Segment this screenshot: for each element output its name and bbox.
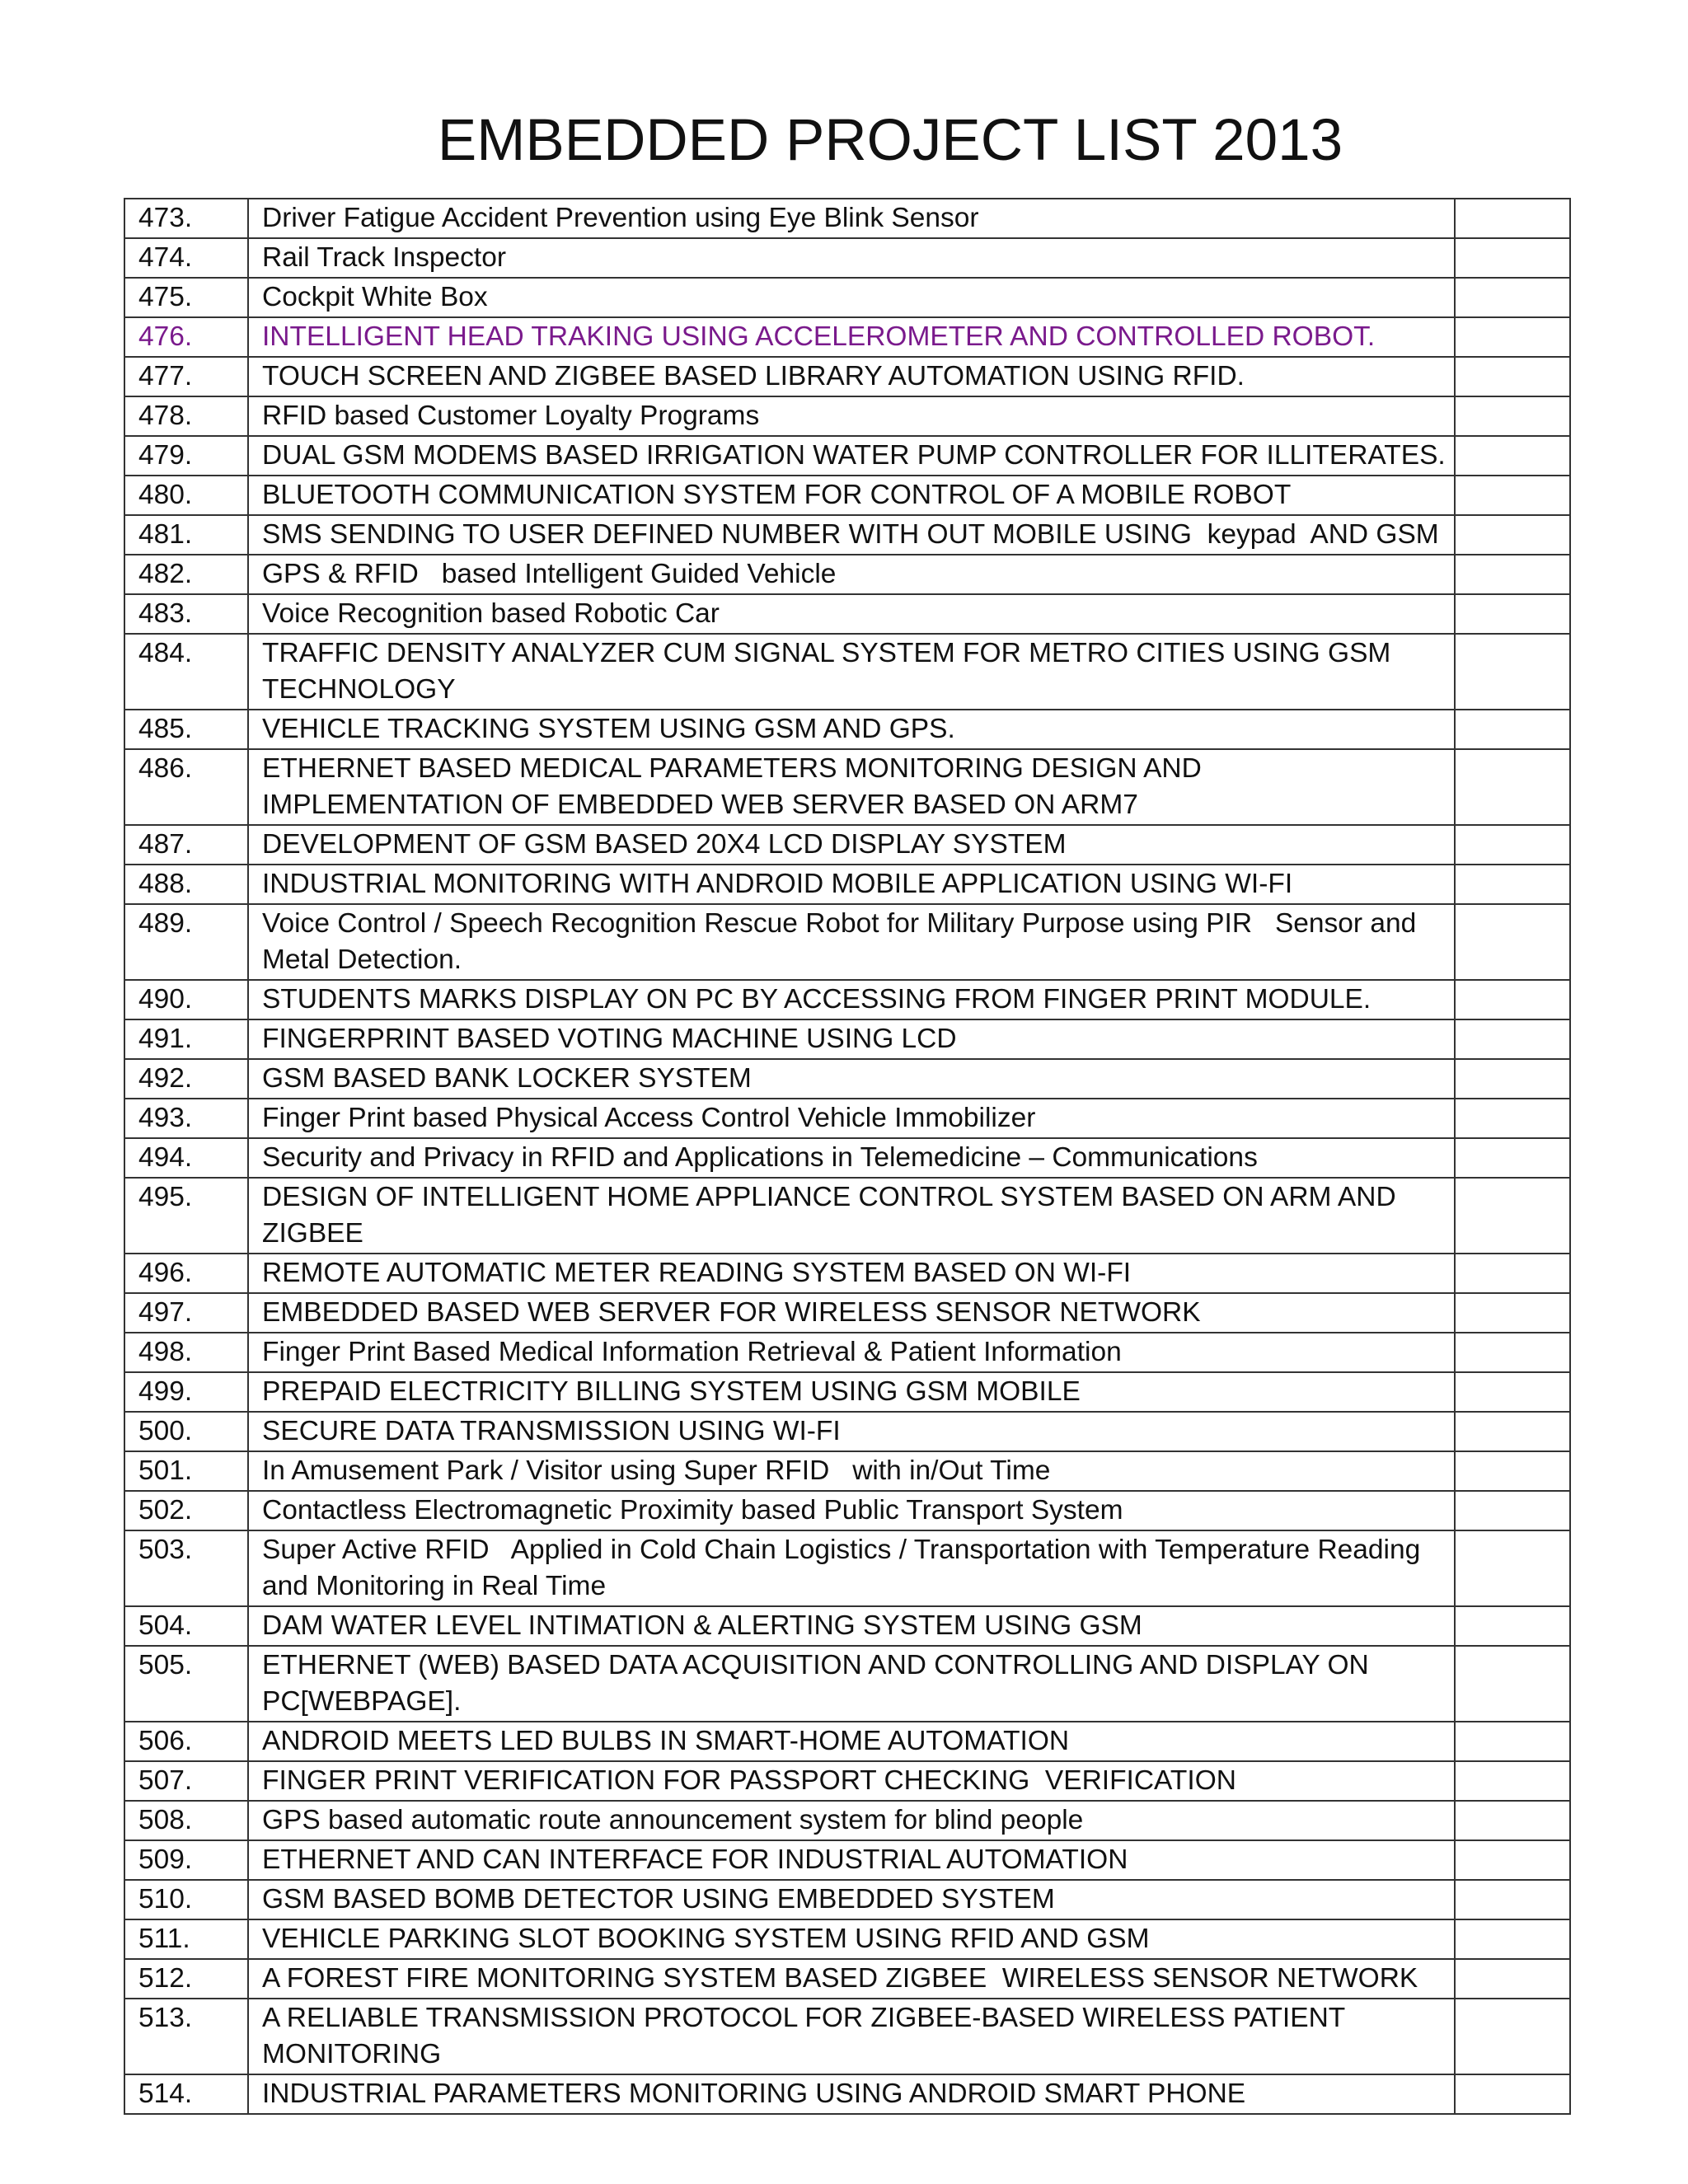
project-title: BLUETOOTH COMMUNICATION SYSTEM FOR CONTROL OF A MOBILE ROBOT bbox=[248, 476, 1455, 515]
table-row bbox=[124, 749, 1570, 825]
empty-cell bbox=[1455, 980, 1570, 1019]
empty-cell bbox=[1455, 2074, 1570, 2114]
project-title: FINGER PRINT VERIFICATION FOR PASSPORT CHECKING VERIFICATION bbox=[248, 1761, 1455, 1801]
table-row bbox=[124, 865, 1570, 904]
table-row bbox=[124, 278, 1570, 317]
project-number: 514. bbox=[124, 2074, 248, 2114]
project-number: 500. bbox=[124, 1412, 248, 1451]
project-title: GSM BASED BOMB DETECTOR USING EMBEDDED SYSTEM bbox=[248, 1880, 1455, 1919]
project-title: Finger Print based Physical Access Control Vehicle Immobilizer bbox=[248, 1099, 1455, 1138]
project-title: EMBEDDED BASED WEB SERVER FOR WIRELESS SENSOR NETWORK bbox=[248, 1293, 1455, 1333]
table-row bbox=[124, 1606, 1570, 1646]
project-number: 513. bbox=[124, 1999, 248, 2074]
project-number: 494. bbox=[124, 1138, 248, 1178]
empty-cell bbox=[1455, 317, 1570, 357]
empty-cell bbox=[1455, 1372, 1570, 1412]
empty-cell bbox=[1455, 749, 1570, 825]
project-title: PREPAID ELECTRICITY BILLING SYSTEM USING GSM MOBILE bbox=[248, 1372, 1455, 1412]
project-title: Finger Print Based Medical Information Retrieval & Patient Information bbox=[248, 1333, 1455, 1372]
table-row bbox=[124, 555, 1570, 594]
empty-cell bbox=[1455, 555, 1570, 594]
empty-cell bbox=[1455, 1646, 1570, 1722]
project-number: 512. bbox=[124, 1959, 248, 1999]
empty-cell bbox=[1455, 1722, 1570, 1761]
project-title: Super Active RFID Applied in Cold Chain Logistics / Transportation with Temperature Reading and Monitoring in Real Time bbox=[248, 1530, 1455, 1606]
project-title: REMOTE AUTOMATIC METER READING SYSTEM BASED ON WI-FI bbox=[248, 1254, 1455, 1293]
project-table bbox=[124, 198, 1571, 2115]
project-title: Contactless Electromagnetic Proximity based Public Transport System bbox=[248, 1491, 1455, 1530]
project-number: 476. bbox=[124, 317, 248, 357]
table-row bbox=[124, 396, 1570, 436]
empty-cell bbox=[1455, 1880, 1570, 1919]
table-row bbox=[124, 1646, 1570, 1722]
empty-cell bbox=[1455, 1059, 1570, 1099]
project-title: SECURE DATA TRANSMISSION USING WI-FI bbox=[248, 1412, 1455, 1451]
table-row bbox=[124, 317, 1570, 357]
project-title: DUAL GSM MODEMS BASED IRRIGATION WATER PUMP CONTROLLER FOR ILLITERATES. bbox=[248, 436, 1455, 476]
table-row bbox=[124, 1999, 1570, 2074]
project-number: 504. bbox=[124, 1606, 248, 1646]
project-number: 499. bbox=[124, 1372, 248, 1412]
empty-cell bbox=[1455, 515, 1570, 555]
project-title: FINGERPRINT BASED VOTING MACHINE USING LCD bbox=[248, 1019, 1455, 1059]
empty-cell bbox=[1455, 357, 1570, 396]
empty-cell bbox=[1455, 396, 1570, 436]
project-number: 493. bbox=[124, 1099, 248, 1138]
table-row bbox=[124, 1138, 1570, 1178]
project-number: 479. bbox=[124, 436, 248, 476]
project-title: ANDROID MEETS LED BULBS IN SMART-HOME AUTOMATION bbox=[248, 1722, 1455, 1761]
project-number: 481. bbox=[124, 515, 248, 555]
empty-cell bbox=[1455, 904, 1570, 980]
project-title: Security and Privacy in RFID and Applications in Telemedicine – Communications bbox=[248, 1138, 1455, 1178]
project-number: 475. bbox=[124, 278, 248, 317]
project-title: Rail Track Inspector bbox=[248, 238, 1455, 278]
project-number: 509. bbox=[124, 1840, 248, 1880]
table-row bbox=[124, 1959, 1570, 1999]
empty-cell bbox=[1455, 1138, 1570, 1178]
project-number: 501. bbox=[124, 1451, 248, 1491]
project-number: 498. bbox=[124, 1333, 248, 1372]
project-number: 495. bbox=[124, 1178, 248, 1254]
empty-cell bbox=[1455, 1999, 1570, 2074]
empty-cell bbox=[1455, 710, 1570, 749]
empty-cell bbox=[1455, 825, 1570, 865]
project-title: Voice Control / Speech Recognition Rescue Robot for Military Purpose using PIR Sensor and Metal Detection. bbox=[248, 904, 1455, 980]
project-number: 510. bbox=[124, 1880, 248, 1919]
empty-cell bbox=[1455, 865, 1570, 904]
project-number: 490. bbox=[124, 980, 248, 1019]
project-number: 487. bbox=[124, 825, 248, 865]
project-number: 492. bbox=[124, 1059, 248, 1099]
table-row bbox=[124, 1333, 1570, 1372]
table-row bbox=[124, 357, 1570, 396]
project-title: GPS based automatic route announcement system for blind people bbox=[248, 1801, 1455, 1840]
empty-cell bbox=[1455, 1801, 1570, 1840]
project-title: INTELLIGENT HEAD TRAKING USING ACCELEROMETER AND CONTROLLED ROBOT. bbox=[248, 317, 1455, 357]
table-row bbox=[124, 436, 1570, 476]
project-number: 485. bbox=[124, 710, 248, 749]
table-row bbox=[124, 476, 1570, 515]
table-row bbox=[124, 1099, 1570, 1138]
project-title: RFID based Customer Loyalty Programs bbox=[248, 396, 1455, 436]
table-row bbox=[124, 199, 1570, 238]
table-row bbox=[124, 1761, 1570, 1801]
project-title: TOUCH SCREEN AND ZIGBEE BASED LIBRARY AUTOMATION USING RFID. bbox=[248, 357, 1455, 396]
empty-cell bbox=[1455, 1840, 1570, 1880]
table-row bbox=[124, 2074, 1570, 2114]
project-number: 507. bbox=[124, 1761, 248, 1801]
empty-cell bbox=[1455, 634, 1570, 710]
table-row bbox=[124, 238, 1570, 278]
project-title: INDUSTRIAL MONITORING WITH ANDROID MOBILE APPLICATION USING WI-FI bbox=[248, 865, 1455, 904]
project-number: 503. bbox=[124, 1530, 248, 1606]
project-number: 474. bbox=[124, 238, 248, 278]
project-title: DEVELOPMENT OF GSM BASED 20X4 LCD DISPLAY SYSTEM bbox=[248, 825, 1455, 865]
project-number: 505. bbox=[124, 1646, 248, 1722]
project-number: 488. bbox=[124, 865, 248, 904]
project-number: 478. bbox=[124, 396, 248, 436]
empty-cell bbox=[1455, 1333, 1570, 1372]
table-row bbox=[124, 1880, 1570, 1919]
project-number: 508. bbox=[124, 1801, 248, 1840]
project-title: GSM BASED BANK LOCKER SYSTEM bbox=[248, 1059, 1455, 1099]
project-number: 486. bbox=[124, 749, 248, 825]
table-row bbox=[124, 1722, 1570, 1761]
table-row bbox=[124, 1372, 1570, 1412]
project-title: STUDENTS MARKS DISPLAY ON PC BY ACCESSING FROM FINGER PRINT MODULE. bbox=[248, 980, 1455, 1019]
table-row bbox=[124, 1801, 1570, 1840]
empty-cell bbox=[1455, 1099, 1570, 1138]
project-number: 482. bbox=[124, 555, 248, 594]
project-number: 497. bbox=[124, 1293, 248, 1333]
project-number: 496. bbox=[124, 1254, 248, 1293]
project-title: Voice Recognition based Robotic Car bbox=[248, 594, 1455, 634]
project-title: TRAFFIC DENSITY ANALYZER CUM SIGNAL SYSTEM FOR METRO CITIES USING GSM TECHNOLOGY bbox=[248, 634, 1455, 710]
project-title: DAM WATER LEVEL INTIMATION & ALERTING SYSTEM USING GSM bbox=[248, 1606, 1455, 1646]
empty-cell bbox=[1455, 238, 1570, 278]
table-row bbox=[124, 515, 1570, 555]
empty-cell bbox=[1455, 278, 1570, 317]
project-number: 491. bbox=[124, 1019, 248, 1059]
project-title: VEHICLE PARKING SLOT BOOKING SYSTEM USING RFID AND GSM bbox=[248, 1919, 1455, 1959]
empty-cell bbox=[1455, 1530, 1570, 1606]
empty-cell bbox=[1455, 1491, 1570, 1530]
empty-cell bbox=[1455, 1254, 1570, 1293]
project-title: ETHERNET AND CAN INTERFACE FOR INDUSTRIAL AUTOMATION bbox=[248, 1840, 1455, 1880]
project-title: In Amusement Park / Visitor using Super RFID with in/Out Time bbox=[248, 1451, 1455, 1491]
empty-cell bbox=[1455, 1412, 1570, 1451]
project-number: 484. bbox=[124, 634, 248, 710]
table-row bbox=[124, 1919, 1570, 1959]
project-number: 489. bbox=[124, 904, 248, 980]
project-rows bbox=[124, 199, 1570, 2114]
table-row bbox=[124, 634, 1570, 710]
empty-cell bbox=[1455, 1959, 1570, 1999]
table-row bbox=[124, 1293, 1570, 1333]
table-row bbox=[124, 1412, 1570, 1451]
table-row bbox=[124, 825, 1570, 865]
table-row bbox=[124, 980, 1570, 1019]
table-row bbox=[124, 1254, 1570, 1293]
table-row bbox=[124, 594, 1570, 634]
project-number: 502. bbox=[124, 1491, 248, 1530]
empty-cell bbox=[1455, 1293, 1570, 1333]
page-title: EMBEDDED PROJECT LIST 2013 bbox=[437, 108, 1343, 173]
table-row bbox=[124, 1451, 1570, 1491]
project-title: SMS SENDING TO USER DEFINED NUMBER WITH OUT MOBILE USING keypad AND GSM bbox=[248, 515, 1455, 555]
project-number: 477. bbox=[124, 357, 248, 396]
project-number: 483. bbox=[124, 594, 248, 634]
project-number: 511. bbox=[124, 1919, 248, 1959]
empty-cell bbox=[1455, 476, 1570, 515]
empty-cell bbox=[1455, 199, 1570, 238]
project-title: A RELIABLE TRANSMISSION PROTOCOL FOR ZIGBEE-BASED WIRELESS PATIENT MONITORING bbox=[248, 1999, 1455, 2074]
empty-cell bbox=[1455, 436, 1570, 476]
table-row bbox=[124, 1491, 1570, 1530]
table-row bbox=[124, 710, 1570, 749]
empty-cell bbox=[1455, 1606, 1570, 1646]
empty-cell bbox=[1455, 1019, 1570, 1059]
project-title: GPS & RFID based Intelligent Guided Vehicle bbox=[248, 555, 1455, 594]
project-title: DESIGN OF INTELLIGENT HOME APPLIANCE CONTROL SYSTEM BASED ON ARM AND ZIGBEE bbox=[248, 1178, 1455, 1254]
table-row bbox=[124, 1530, 1570, 1606]
empty-cell bbox=[1455, 1761, 1570, 1801]
empty-cell bbox=[1455, 1451, 1570, 1491]
empty-cell bbox=[1455, 594, 1570, 634]
project-title: VEHICLE TRACKING SYSTEM USING GSM AND GPS. bbox=[248, 710, 1455, 749]
project-title: ETHERNET BASED MEDICAL PARAMETERS MONITORING DESIGN AND IMPLEMENTATION OF EMBEDDED WEB SERVER BASED ON ARM7 bbox=[248, 749, 1455, 825]
empty-cell bbox=[1455, 1178, 1570, 1254]
table-row bbox=[124, 1840, 1570, 1880]
table-row bbox=[124, 1059, 1570, 1099]
table-row bbox=[124, 904, 1570, 980]
project-title: A FOREST FIRE MONITORING SYSTEM BASED ZIGBEE WIRELESS SENSOR NETWORK bbox=[248, 1959, 1455, 1999]
project-title: Cockpit White Box bbox=[248, 278, 1455, 317]
project-number: 473. bbox=[124, 199, 248, 238]
table-row bbox=[124, 1019, 1570, 1059]
empty-cell bbox=[1455, 1919, 1570, 1959]
project-title: ETHERNET (WEB) BASED DATA ACQUISITION AND CONTROLLING AND DISPLAY ON PC[WEBPAGE]. bbox=[248, 1646, 1455, 1722]
project-title: INDUSTRIAL PARAMETERS MONITORING USING ANDROID SMART PHONE bbox=[248, 2074, 1455, 2114]
table-row bbox=[124, 1178, 1570, 1254]
project-title: Driver Fatigue Accident Prevention using Eye Blink Sensor bbox=[248, 199, 1455, 238]
project-number: 506. bbox=[124, 1722, 248, 1761]
project-number: 480. bbox=[124, 476, 248, 515]
